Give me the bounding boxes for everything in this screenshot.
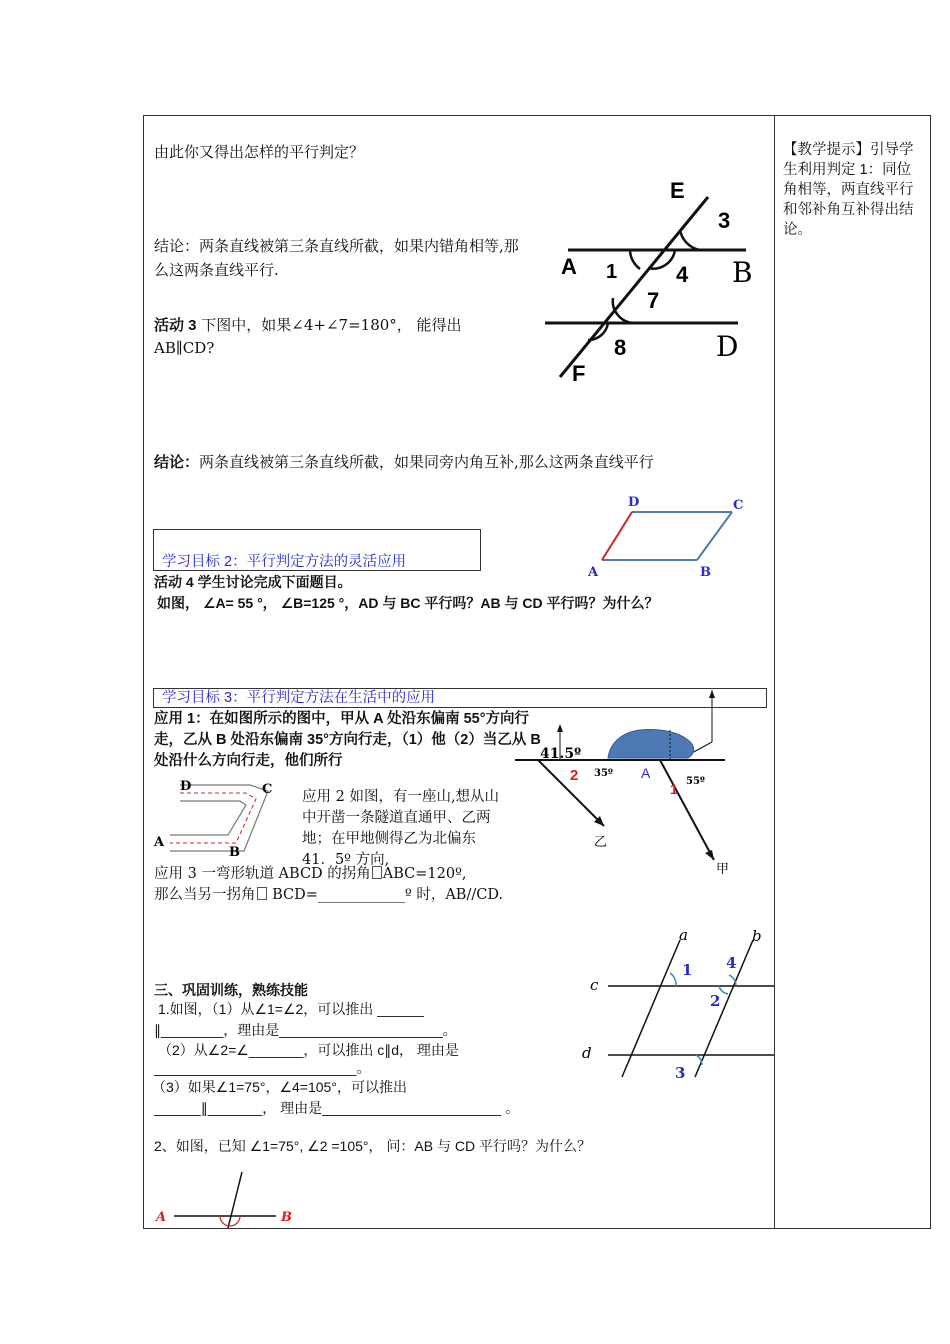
angle-arc-3 xyxy=(680,230,700,250)
angle-41-5: 41.5º xyxy=(540,746,582,762)
path-jia xyxy=(660,760,714,860)
label-4: 4 xyxy=(676,262,689,287)
activity-3 xyxy=(154,314,526,359)
line-ef xyxy=(560,197,708,377)
conclusion-2 xyxy=(154,451,766,474)
figure-four-lines xyxy=(578,922,774,1087)
app3-d: BCD= xyxy=(267,887,318,903)
angle-1: 1 xyxy=(682,961,693,979)
label-b: B xyxy=(281,1210,292,1225)
side-da xyxy=(602,512,632,560)
table-bottom-border xyxy=(143,1228,931,1229)
label-c: c xyxy=(590,976,599,994)
table-top-border xyxy=(143,115,931,116)
label-a: A xyxy=(561,254,577,279)
angle-arc-1 xyxy=(630,250,640,269)
activity-3-label: 活动 3 xyxy=(154,317,197,334)
table-right-border xyxy=(930,115,931,1229)
label-b: B xyxy=(732,256,753,289)
table-left-border xyxy=(143,115,144,1229)
figure-transversal xyxy=(530,170,770,395)
label-f: F xyxy=(572,361,586,386)
exercise-1-line-4[interactable]: __________________________。 xyxy=(154,1060,371,1076)
figure-parallelogram xyxy=(582,492,752,582)
activity-3-text: 下图中，如果∠4+∠7=180°， 能得出 AB∥CD? xyxy=(154,316,462,357)
table-divider xyxy=(774,115,775,1229)
figure-mountain-directions xyxy=(510,688,738,880)
angle-3: 3 xyxy=(675,1064,686,1082)
angle-arc-7 xyxy=(613,298,635,323)
conclusion-2-text: 两条直线被第三条直线所截，如果同旁内角互补,那么这两条直线平行 xyxy=(199,453,654,471)
label-a: a xyxy=(679,926,688,944)
label-a: A xyxy=(156,1210,167,1225)
exercise-1-line-2[interactable]: ∥________，理由是_____________________。 xyxy=(154,1022,457,1038)
exercise-1-line-1: 1.如图，（1）从∠1=∠2，可以推出 ______ xyxy=(158,1001,424,1017)
app3-blank[interactable]: ____________ xyxy=(317,887,405,903)
label-e: E xyxy=(670,178,685,203)
angle-symbol-box xyxy=(372,866,382,879)
label-1: 1 xyxy=(606,261,618,283)
label-d: d xyxy=(582,1044,592,1062)
label-7: 7 xyxy=(647,288,660,313)
figure-bent-track xyxy=(150,773,282,859)
angle-4: 4 xyxy=(726,954,737,972)
line-a xyxy=(622,940,680,1077)
goal-2: 学习目标 2：平行判定方法的灵活应用 xyxy=(162,554,407,570)
application-1: 应用 1：在如图所示的图中，甲从 A 处沿东偏南 55°方向行走，乙从 B 处沿东偏南 35°方向行走，（1）他（2）当乙从 B 处沿什么方向行走，他们所行 xyxy=(154,711,541,769)
label-3: 3 xyxy=(718,208,731,233)
side-bc xyxy=(697,512,732,560)
label-d: D xyxy=(628,495,640,510)
mountain xyxy=(608,729,694,758)
angle-55: 55º xyxy=(686,776,705,787)
question-intro: 由此你又得出怎样的平行判定？ xyxy=(154,143,365,161)
section-3-title: 三、巩固训练，熟练技能 xyxy=(154,982,308,998)
app3-b: ABC=120º, xyxy=(382,866,467,882)
label-yi: 乙 xyxy=(594,834,608,849)
app3-c: 那么当另一拐角 xyxy=(154,887,256,903)
exercise-1-line-5: （3）如果∠1=75°，∠4=105°，可以推出 xyxy=(152,1079,407,1095)
label-b: B xyxy=(700,565,711,580)
exercise-1-line-3: （2）从∠2=∠_______，可以推出 c∥d， 理由是 xyxy=(158,1042,459,1058)
label-d: D xyxy=(716,330,739,363)
label-b: B xyxy=(229,845,240,859)
angle-label-2: 2 xyxy=(570,767,579,784)
label-d: D xyxy=(180,779,192,794)
angle-35: 35º xyxy=(594,768,613,779)
angle-label-1: 1 xyxy=(670,781,678,797)
exercise-2: 2、如图，已知 ∠1=75°, ∠2 =105°， 问：AB 与 CD 平行吗？为什么？ xyxy=(154,1138,591,1154)
angle-symbol-box xyxy=(257,887,267,900)
teaching-hint: 【教学提示】引导学生利用判定 1：同位角相等，两直线平行和邻补角互补得出结论。 xyxy=(783,142,914,238)
point-a: A xyxy=(641,765,651,781)
goal-3: 学习目标 3：平行判定方法在生活中的应用 xyxy=(162,690,436,706)
conclusion-2-label: 结论： xyxy=(154,454,200,471)
angle-2: 2 xyxy=(710,992,721,1010)
application-2: 应用 2 如图，有一座山,想从山中开凿一条隧道直通甲、乙两地；在甲地侧得乙为北偏东 41．5º 方向, xyxy=(302,789,500,868)
line-b xyxy=(695,940,753,1077)
figure-ab-transversal xyxy=(150,1170,300,1228)
app3-e: º 时，AB//CD. xyxy=(404,887,504,903)
label-8: 8 xyxy=(614,335,627,360)
question-parallelogram: 如图， ∠A= 55 °， ∠B=125 °，AD 与 BC 平行吗？AB 与 CD 平行吗？为什么？ xyxy=(157,595,659,611)
exercise-1-line-6[interactable]: ______∥_______， 理由是_______________________ 。 xyxy=(154,1100,520,1116)
label-c: C xyxy=(262,782,273,797)
label-a: A xyxy=(154,835,165,850)
label-b: b xyxy=(752,927,762,945)
activity-4: 活动 4 学生讨论完成下面题目。 xyxy=(154,574,352,590)
label-c: C xyxy=(733,498,744,513)
label-jia: 甲 xyxy=(716,861,730,876)
conclusion-1: 结论：两条直线被第三条直线所截，如果内错角相等,那么这两条直线平行. xyxy=(154,237,519,279)
app3-a: 应用 3 一弯形轨道 ABCD 的拐角 xyxy=(154,866,371,882)
label-a: A xyxy=(588,565,599,580)
